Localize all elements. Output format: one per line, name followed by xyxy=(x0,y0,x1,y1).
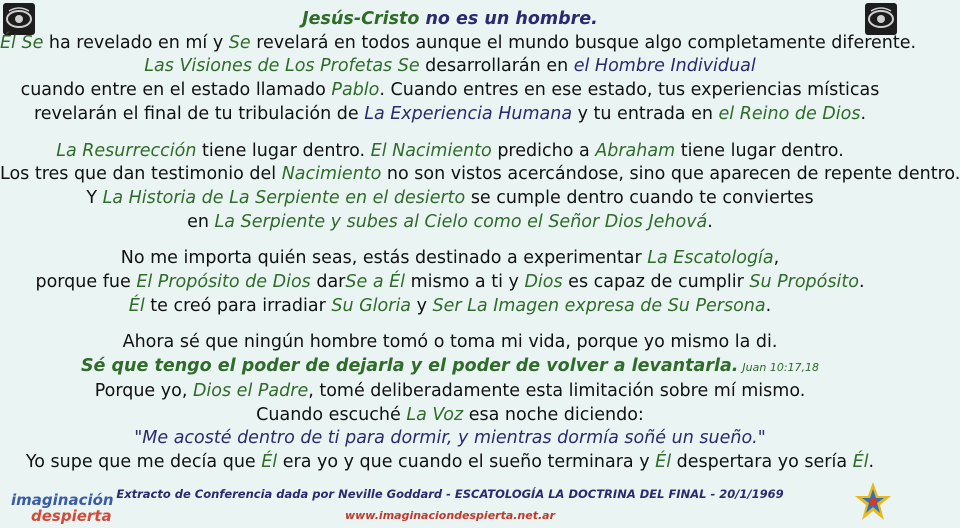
star-logo-icon xyxy=(854,480,892,522)
emphasis: Él xyxy=(655,451,672,472)
plain-text: desarrollarán en xyxy=(419,56,574,77)
plain-text: Yo supe que me decía que xyxy=(25,451,262,472)
emphasis: Pablo xyxy=(331,80,380,101)
plain-text: esa noche diciendo: xyxy=(463,404,644,425)
text-line xyxy=(0,271,900,295)
quoted-voice: "Me acosté dentro de ti para dormir, y mientras dormía soñé un sueño." xyxy=(134,428,766,449)
emphasis: El Propósito de Dios xyxy=(136,272,311,293)
plain-text: despertara yo sería xyxy=(671,451,853,472)
text-line xyxy=(0,187,900,211)
emphasis: Se xyxy=(228,32,251,53)
plain-text: y xyxy=(411,295,433,316)
plain-text: es capaz de cumplir xyxy=(562,272,750,293)
emphasis: Él xyxy=(128,295,145,316)
emphasis-bold: Sé que tengo el poder de dejarla y el poder de volver a levantarla. xyxy=(80,356,739,377)
plain-text: Ahora sé que ningún hombre tomó o toma mi vida, porque yo mismo la di. xyxy=(122,332,778,353)
plain-text: Porque yo, xyxy=(94,380,193,401)
plain-text: . xyxy=(707,211,713,232)
text-line xyxy=(0,355,900,380)
emphasis: La Resurrección xyxy=(56,140,197,161)
text-line xyxy=(0,140,900,164)
logo-word-2: despierta xyxy=(31,507,112,525)
emphasis: Dios xyxy=(524,272,563,293)
emphasis: Se a Él xyxy=(345,272,406,293)
heading-rest: no es un hombre. xyxy=(419,9,598,29)
text-line xyxy=(0,163,960,187)
emphasis: Su Propósito xyxy=(749,272,859,293)
emphasis: Él xyxy=(261,451,278,472)
source-citation: Extracto de Conferencia dada por Neville Goddard - ESCATOLOGÍA LA DOCTRINA DEL FINAL - 20/1/1969 xyxy=(116,487,784,501)
plain-text: predicho a xyxy=(491,140,596,161)
emphasis-navy: La Experiencia Humana xyxy=(364,103,573,124)
text-line xyxy=(0,427,900,451)
emphasis: La Escatología xyxy=(647,248,774,269)
plain-text: . xyxy=(765,295,772,316)
quote-text xyxy=(0,8,960,475)
plain-text: , xyxy=(773,248,780,269)
text-line xyxy=(0,380,900,404)
emphasis: el Reino de Dios xyxy=(718,103,861,124)
plain-text: Y xyxy=(86,187,103,208)
plain-text: revelarán el final de tu tribulación de xyxy=(33,103,365,124)
plain-text: revelará en todos aunque el mundo busque algo completamente diferente. xyxy=(250,32,917,53)
verse-reference: Juan 10:17,18 xyxy=(742,361,820,375)
plain-text: en xyxy=(187,211,215,232)
heading-line xyxy=(0,8,900,32)
emphasis: Él Se xyxy=(0,32,44,53)
text-line xyxy=(0,247,900,271)
plain-text: mismo a ti y xyxy=(405,272,525,293)
plain-text: . xyxy=(858,272,865,293)
text-line xyxy=(0,211,900,235)
plain-text: cuando entre en el estado llamado xyxy=(20,80,332,101)
emphasis: Abraham xyxy=(595,140,676,161)
plain-text: , tomé deliberadamente esta limitación sobre mí mismo. xyxy=(308,380,806,401)
text-line xyxy=(0,32,917,56)
plain-text: ha revelado en mí y xyxy=(43,32,229,53)
text-line xyxy=(0,331,900,355)
emphasis: Nacimiento xyxy=(281,164,382,185)
emphasis: Dios el Padre xyxy=(192,380,309,401)
emphasis: Ser La Imagen expresa de Su Persona xyxy=(432,295,766,316)
plain-text: tiene lugar dentro. xyxy=(196,140,371,161)
text-line xyxy=(0,79,900,103)
emphasis: Su Gloria xyxy=(331,295,412,316)
plain-text: no son vistos acercándose, sino que aparecen de repente dentro. xyxy=(381,164,960,185)
emphasis: La Serpiente y subes al Cielo como el Señor Dios Jehová xyxy=(214,211,708,232)
text-line xyxy=(0,404,900,428)
emphasis: Él xyxy=(852,451,869,472)
plain-text: . xyxy=(868,451,875,472)
plain-text: . xyxy=(860,103,867,124)
emphasis: La Historia de La Serpiente en el desierto xyxy=(102,187,466,208)
plain-text: era yo y que cuando el sueño terminara y xyxy=(277,451,656,472)
plain-text: tiene lugar dentro. xyxy=(675,140,844,161)
text-line xyxy=(0,295,900,319)
logo-word-1: imaginación xyxy=(11,491,114,509)
plain-text: No me importa quién seas, estás destinado a experimentar xyxy=(120,248,648,269)
emphasis: La Voz xyxy=(406,404,464,425)
plain-text: y tu entrada en xyxy=(572,103,719,124)
emphasis-navy: el Hombre Individual xyxy=(573,56,756,77)
text-line xyxy=(0,55,900,79)
plain-text: dar xyxy=(310,272,346,293)
plain-text: Cuando escuché xyxy=(256,404,407,425)
plain-text: . Cuando entres en ese estado, tus experiencias místicas xyxy=(379,80,880,101)
plain-text: se cumple dentro cuando te conviertes xyxy=(465,187,814,208)
emphasis: Las Visiones de Los Profetas Se xyxy=(144,56,420,77)
heading-name: Jesús-Cristo xyxy=(302,9,420,29)
emphasis: El Nacimiento xyxy=(370,140,492,161)
plain-text: porque fue xyxy=(35,272,137,293)
text-line xyxy=(0,103,900,127)
website-link[interactable]: www.imaginaciondespierta.net.ar xyxy=(344,509,556,522)
text-line xyxy=(0,451,900,475)
plain-text: te creó para irradiar xyxy=(144,295,332,316)
plain-text: Los tres que dan testimonio del xyxy=(0,164,282,185)
